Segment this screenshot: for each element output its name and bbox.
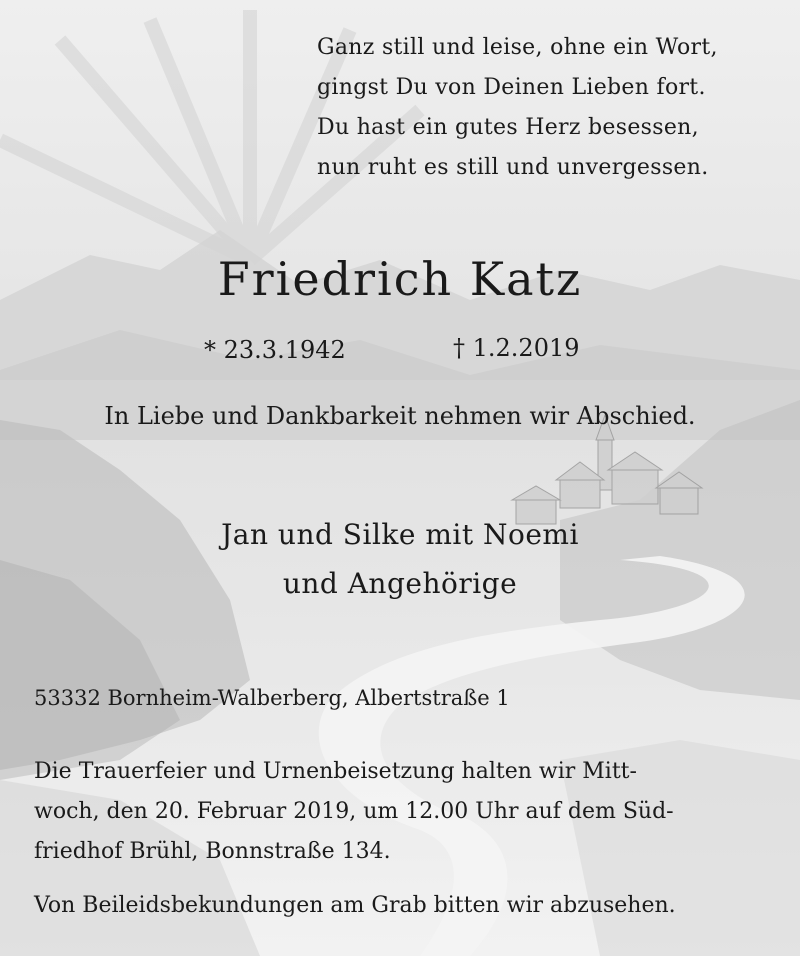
poem-line: nun ruht es still und unvergessen. <box>317 155 709 180</box>
death-date: † 1.2.2019 <box>453 334 580 362</box>
farewell-text: In Liebe und Dankbarkeit nehmen wir Abschied. <box>104 402 696 430</box>
poem-line: gingst Du von Deinen Lieben fort. <box>317 75 706 100</box>
poem <box>317 28 718 188</box>
family-line-1: Jan und Silke mit Noemi <box>221 518 579 551</box>
funeral-notice-line: woch, den 20. Februar 2019, um 12.00 Uhr auf dem Süd- <box>34 799 674 824</box>
family-line-2: und Angehörige <box>282 567 518 600</box>
birth-date: * 23.3.1942 <box>204 336 346 364</box>
poem-line: Du hast ein gutes Herz besessen, <box>317 115 699 140</box>
deceased-name: Friedrich Katz <box>217 252 583 306</box>
funeral-notice <box>34 752 674 872</box>
address: 53332 Bornheim-Walberberg, Albertstraße 1 <box>34 686 510 710</box>
funeral-notice-line: friedhof Brühl, Bonnstraße 134. <box>34 839 391 864</box>
poem-line: Ganz still und leise, ohne ein Wort, <box>317 35 718 60</box>
funeral-notice-line: Die Trauerfeier und Urnenbeisetzung halten wir Mitt- <box>34 759 637 784</box>
condolence-note: Von Beileidsbekundungen am Grab bitten wir abzusehen. <box>34 893 676 918</box>
